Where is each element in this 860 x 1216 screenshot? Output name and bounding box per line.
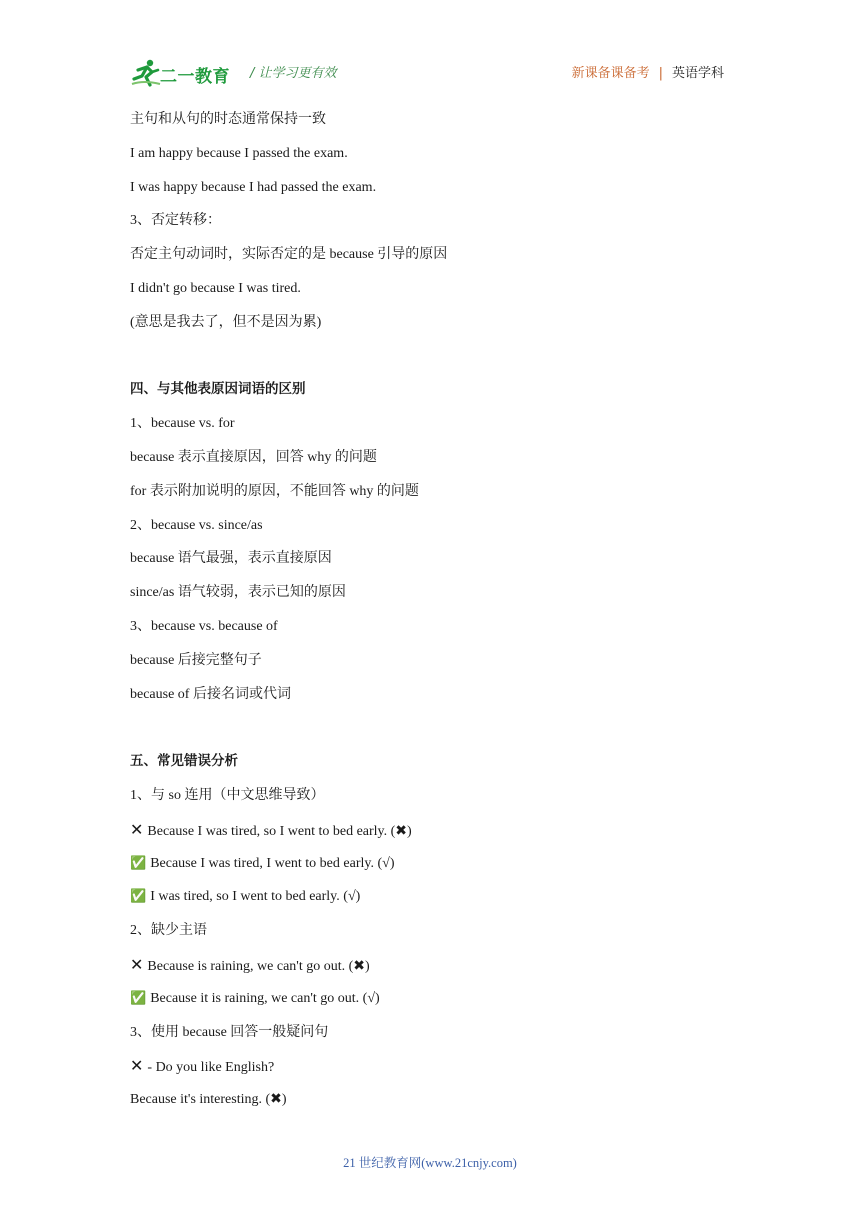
line-text: because 表示直接原因，回答 why 的问题	[130, 449, 377, 465]
runner-logo-icon	[130, 58, 162, 88]
header-brand: 新课备课备考	[571, 66, 650, 81]
cross-icon: ✕	[130, 954, 144, 974]
section-heading	[130, 373, 730, 407]
text-line	[130, 306, 730, 340]
line-text: 2、because vs. since/as	[130, 517, 263, 533]
line-text: 1、because vs. for	[130, 416, 235, 432]
line-text: because 后接完整句子	[130, 652, 262, 668]
text-line	[130, 847, 730, 881]
text-line	[130, 272, 730, 306]
line-text: 3、because vs. because of	[130, 618, 278, 634]
text-line	[130, 1049, 730, 1083]
line-text: because 语气最强，表示直接原因	[130, 551, 332, 567]
line-text: (意思是我去了，但不是因为累)	[130, 314, 322, 330]
text-line	[130, 171, 730, 205]
line-text: 1、与 so 连用（中文思维导致）	[130, 787, 325, 803]
text-line	[130, 779, 730, 813]
logo	[130, 58, 245, 88]
line-text: I am happy because I passed the exam.	[130, 145, 348, 161]
line-text: since/as 语气较弱，表示已知的原因	[130, 585, 346, 601]
line-text: 四、与其他表原因词语的区别	[130, 381, 306, 398]
line-text: Because I was tired, I went to bed early. (√)	[150, 855, 395, 871]
cross-icon: ✕	[130, 1056, 144, 1076]
text-line	[130, 678, 730, 712]
text-line	[130, 1083, 730, 1117]
line-text: Because it is raining, we can't go out. (√)	[150, 990, 380, 1006]
header-subject: 英语学科	[671, 66, 724, 81]
line-text: 2、缺少主语	[130, 923, 207, 939]
line-text: for 表示附加说明的原因，不能回答 why 的问题	[130, 483, 419, 499]
text-line	[130, 509, 730, 543]
text-line	[130, 103, 730, 137]
line-text: because of 后接名词或代词	[130, 686, 291, 702]
text-line	[130, 441, 730, 475]
logo-text: 二一教育	[160, 67, 230, 87]
text-line	[130, 644, 730, 678]
text-line	[130, 982, 730, 1016]
header-right	[572, 62, 724, 81]
text-line	[130, 475, 730, 509]
line-text: Because is raining, we can't go out. (✖)	[147, 958, 370, 974]
line-text: I didn't go because I was tired.	[130, 280, 301, 296]
line-text: - Do you like English?	[147, 1060, 275, 1076]
header-separator: |	[658, 66, 663, 81]
line-text: I was tired, so I went to bed early. (√)	[150, 889, 361, 905]
text-line	[130, 137, 730, 171]
page-header	[130, 56, 724, 90]
text-line	[130, 880, 730, 914]
text-line	[130, 407, 730, 441]
text-line	[130, 610, 730, 644]
text-line	[130, 813, 730, 847]
line-text: 主句和从句的时态通常保持一致	[130, 112, 326, 127]
page-footer: 21 世纪教育网(www.21cnjy.com)	[343, 1156, 517, 1170]
line-text: I was happy because I had passed the exam.	[130, 179, 377, 195]
text-line	[130, 1016, 730, 1050]
text-line	[130, 238, 730, 272]
check-icon: ✅	[130, 990, 147, 1006]
text-line	[130, 914, 730, 948]
text-line	[130, 576, 730, 610]
text-line	[130, 542, 730, 576]
line-text: Because I was tired, so I went to bed early. (✖)	[147, 823, 412, 839]
check-icon: ✅	[130, 855, 147, 871]
line-text: 3、使用 because 回答一般疑问句	[130, 1024, 329, 1040]
line-text: 3、否定转移：	[130, 213, 221, 229]
cross-icon: ✕	[130, 819, 144, 839]
line-text: 五、常见错误分析	[130, 753, 238, 770]
section-heading	[130, 745, 730, 779]
check-icon: ✅	[130, 889, 147, 905]
blank-line	[130, 340, 730, 374]
blank-line	[130, 711, 730, 745]
document-body	[130, 103, 730, 1117]
text-line	[130, 204, 730, 238]
slogan: / 让学习更有效	[250, 66, 337, 81]
line-text: Because it's interesting. (✖)	[130, 1092, 287, 1108]
text-line	[130, 948, 730, 982]
line-text: 否定主句动词时，实际否定的是 because 引导的原因	[130, 247, 448, 263]
